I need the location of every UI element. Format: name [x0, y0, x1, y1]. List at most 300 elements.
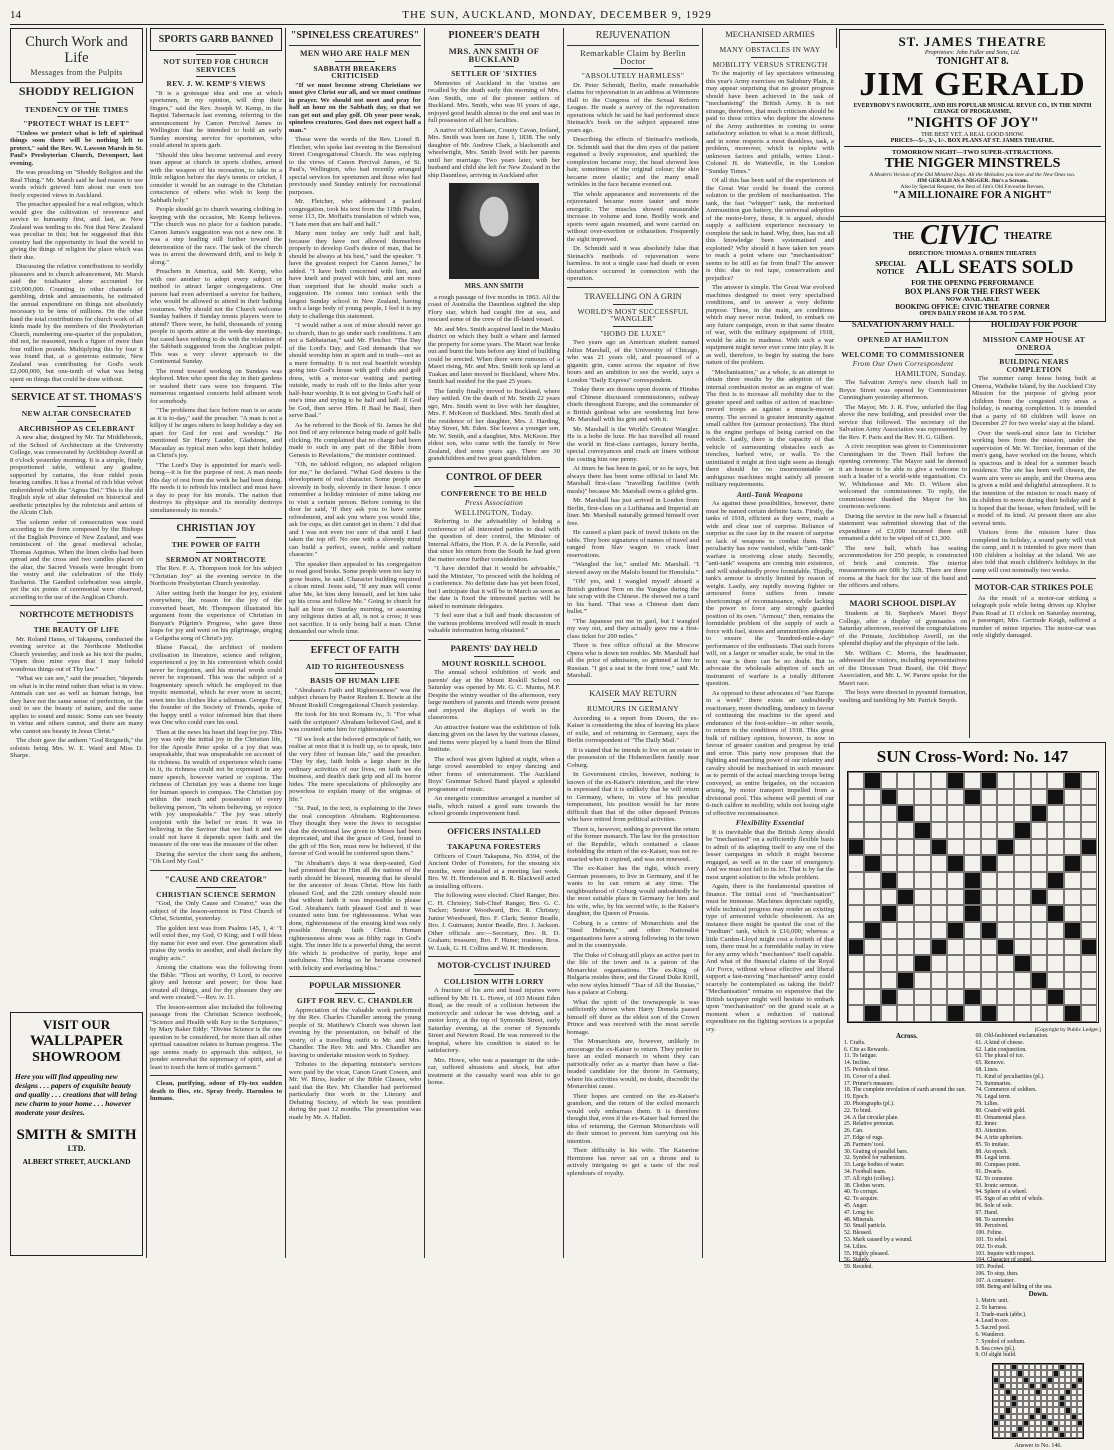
- crossword-cell: [864, 872, 881, 889]
- crossword-cell: [1014, 772, 1031, 789]
- crossword-cell: [947, 939, 964, 956]
- crossword-cell: [1031, 805, 1048, 822]
- crossword-cell: [947, 989, 964, 1006]
- paragraph: The whole appearance and movements of the rejuvenated became more tauter and more energetic. The muscles showed measurable increase in volume and tone. Bodily work and sports were again resumed, and were carried on without over-exertion or exhaustion. Frequently the sight improved.: [567, 190, 699, 243]
- crossword-cell: [1031, 772, 1048, 789]
- subhead-kemp: REV. J. W. KEMP'S VIEWS: [166, 79, 266, 88]
- crossword-cell: [1064, 922, 1081, 939]
- crossword-cell: [897, 872, 914, 889]
- column-1: [10, 28, 143, 762]
- crossword-cell: [964, 889, 981, 906]
- crossword-cell: [1047, 822, 1064, 839]
- clue: 16. Cover of a shed.: [844, 1073, 891, 1080]
- column-6: [706, 28, 834, 1258]
- clue: 100. Feline.: [975, 1230, 1004, 1237]
- paragraph: At times he has been in gaol, or so he says, but always there has been some official to land Mr. Marshall first-class "travelling facilities (with meals)" because Mr. Marshall owns a gilded grin.: [567, 465, 699, 495]
- paragraph: "In Abraham's days it was deep-seated, God had promised that in Him all the nations of the earth should be blessed, meaning that he should be the ancestor of Jesus Christ. How his faith pleased God, and the 22th century should note that without faith it was impossible to please God. Abraham's faith pleased God and it was counted unto him for righteousness. What was done, righteousness of the ensuing kind was only possible through faith Christ. Human righteousness alone was as filthy rags in God's sight. The inner life is a powerful thing, the secret life which is productive of purity, hope and usefulness. This being so he became crowned with felicity and everlasting bliss.": [289, 859, 421, 972]
- paragraph: An energetic committee arranged a number of stalls, which raised a good sum towards the school grounds improvement fund.: [428, 795, 560, 818]
- clue: 102. To exalt.: [975, 1243, 1008, 1250]
- paragraph: The school was given lighted at night, when a large crowd assembled to enjoy dancing and other forms of entertainment. The Auckland Boys' Grammar School Band played a splendid programme of music.: [428, 755, 560, 793]
- paragraph: Mrs. Howe, who was a passenger in the side-car, suffered abrasions and shock, but after treatment at the casualty ward was able to go home.: [428, 1056, 560, 1087]
- crossword-cell: [848, 889, 865, 906]
- clue: 68. Lines.: [975, 1066, 999, 1073]
- crossword-cell: [914, 772, 931, 789]
- crossword-cell: [1031, 855, 1048, 872]
- column-3: [289, 28, 421, 1258]
- crossword-cell: [1064, 855, 1081, 872]
- paragraph: A native of Killarnkare, County Cavan, Ireland, Mrs. Smith was born on June 1, 1838. The only daughter of Mr. Andrew Clark, a blacksmith and wheelwright, Mrs. Smith lived with her parents until her marriage. Two years later, with her husband and child she left for New Zealand in the ship Dauntless, arriving in Auckland after: [428, 126, 560, 179]
- column-7-left: [839, 318, 967, 738]
- crossword-cell: [981, 922, 998, 939]
- crossword-cell: [997, 939, 1014, 956]
- clue: 84. A trite aphorism.: [975, 1134, 1023, 1141]
- crossword-cell: [864, 772, 881, 789]
- headline-pioneer: PIONEER'S DEATH: [448, 30, 540, 41]
- paragraph: The boys were directed in pyramid formation, vaulting and tumbling by Mr. Patrick Smyth.: [839, 689, 967, 704]
- subhead-conference: CONFERENCE TO BE HELD: [440, 488, 548, 498]
- clue: 3. Trade-mark (abbr.).: [975, 1311, 1027, 1318]
- paragraph: A new altar, designed by Mr. Tar Middlebrook, of the School of Architecture at the University College, was consecrated by Archbishop Averill at 8 o'clock yesterday morning. It is a simple, finely proportioned table, without any gradine, supported by curtains, the four riddel posts bearing candles. It has a frontal of rich blue velvet embroidered with the "Agnus Dei." This is the old English style of altar defended on historical and aesthetic principles by the rubricists and artists of the Alcuin Club.: [10, 434, 143, 517]
- crossword-cell: [981, 772, 998, 789]
- paragraph: A civic reception was given to Commissioner Cunningham in the Town Hall before the opening ceremony. The Mayor said he deemed it an honour to be able to give a welcome to such a leader of a world-wide organisation. Cr. W. Whitehouse and Mr. D. Wilson also welcomed the commissioner. To reply, the commissioner thanked the Mayor for his courteous welcome.: [839, 443, 967, 511]
- paragraph: Discussing the relative contributions to worldly pleasures and to church advancement, Mr. Marsh said the totalisator alone accounted for £10,000,000. Counting in other channels of gambling, drink and amusements, he estimated the annual expenditure on things not absolutely necessary to be tens of millions. On the other hand the total contributions for church work of all kinds made by the members of the Presbyterian Church, numbering one-quarter of the population, did not, he reasoned, reach a figure of more than four million pounds. Multiplying this by four it was found that, at a generous estimate, New Zealand was contributing for God's work £2,000,000, but one-tenth of what was being spent on things that could be done without.: [10, 263, 143, 383]
- crossword-cell: [981, 839, 998, 856]
- subhead-suited: NOT SUITED FOR CHURCH SERVICES: [163, 57, 269, 74]
- paragraph: To the majority of lay spectators witnessing this year's Army exercises on Salisbury Plain, it may appear surprising that no greater progress should have been achieved in the task of "mechanising" the British Army. It is not strange, therefore, that much criticism should be paid to those critics who deplore the slowness of the Army authorities in coming to some satisfactory solution to what is a most difficult, and in some respects a most thankless, task, a problem, moreover, which is replete with unknown factors and pitfalls, writes Lieut.-Colonel H. de Watteville, in the London "Sunday Times.": [706, 70, 834, 175]
- clue: 106. To stop, then.: [975, 1270, 1019, 1277]
- paragraph: "What we can see," said the preacher, "depends on what is in the mind rather than what is in view. Animals can see as well as human beings, but they have not the same sense of perfection, or the soul to see the beauty of nature, and the same applies to sound and music. Some can see beauty in virtue and others cannot, and there are many who cannot see beauty in Jesus Christ.": [10, 675, 143, 735]
- paragraph: The Salvation Army's new church hall in Boyce Street was opened by Commissioner Cunningham yesterday afternoon.: [839, 379, 967, 402]
- crossword-cell: [947, 805, 964, 822]
- crossword-cell: [931, 922, 948, 939]
- crossword-cell: [914, 905, 931, 922]
- crossword-cell: [931, 822, 948, 839]
- clue: 53. Mark caused by a wound.: [844, 1236, 913, 1243]
- headline-kaiser: KAISER MAY RETURN: [589, 687, 677, 698]
- crossword-cell: [931, 955, 948, 972]
- headline-mechanised: MECHANISED ARMIES: [725, 29, 815, 39]
- clue: 48. Minerals.: [844, 1216, 875, 1223]
- crossword-cell: [981, 889, 998, 906]
- paragraph: Students at St. Stephen's Maori Boys' College, after a display of gymnastics on Saturday afternoon, received the congratulations of the Primate, Archbishop Averill, on the splendid display and the physique of the lads.: [839, 610, 967, 648]
- across-clues-continued: [976, 1033, 1102, 1291]
- crossword-cell: [848, 839, 865, 856]
- paragraph: "If we look at the beloved principle of faith, we realise at once that it is built up, so to speak, into the very fibre of human life," said the preacher. "Day by day, faith holds a large share in the ordinary activities of our lives, on faith we do business, and death's dark grip and all its horror hides. The mere speculations of philosophy are powerless to explain many of the enigmas of life.": [289, 735, 421, 803]
- crossword-cell: [1031, 872, 1048, 889]
- clue: 45. Anger.: [844, 1202, 868, 1209]
- crossword-cell: [1081, 789, 1098, 806]
- crossword-cell: [897, 855, 914, 872]
- subhead-roskill: MOUNT ROSKILL SCHOOL: [441, 658, 547, 668]
- clue: 32. Symbol for ruthenium.: [844, 1155, 906, 1162]
- paragraph: Their difficulty is his wife. The Kaiserine Hermione has never sat on a throne and is actively intriguing to get a taste of the real splendours of royalty.: [567, 1147, 699, 1177]
- clue: 22. To bind.: [844, 1107, 872, 1114]
- crossword-cell: [931, 805, 948, 822]
- crossword-cell: [914, 1005, 931, 1022]
- clue: 26. Can.: [844, 1128, 864, 1135]
- paragraph: The ex-Kaiser has the right, which every German possesses, to live in Germany, and if he wants to he can return at any time. The neighbourhood of Coburg would undoubtedly be the most suitable place in Germany for him and his wife, who, by his second wife, is the Kaiser's daughter, the Queen of Prussia.: [567, 865, 699, 918]
- paragraph: Describing the effects of Steinach's methods, Dr. Schmidt said that the dim eyes of the patient regained a lively expression, and sparkled; the complexion became rosy; the head showed less hair, sometimes of the original colour; the skin became more elastic; and the many small wrinkles in the face became evened out.: [567, 136, 699, 188]
- clue: 56. Stately.: [844, 1257, 870, 1264]
- crossword-cell: [1014, 939, 1031, 956]
- crossword-cell: [1064, 889, 1081, 906]
- paragraph: Mr. Fletcher, who addressed a packed congregation, took his text from the 119th Psalm, verse 113, Dr. Moffatt's translation of which was, "I hate men that are half and half.": [289, 198, 421, 228]
- paragraph: "I would rather a son of mine should never go to church, than to go under such conditions. I am not a Sabbatarian," said Mr. Fletcher. "The Day of the Lord's Day, and God demands that we should worship him in spirit and in truth—not as a mere formality. It is not real heartfelt worship going into God's house with golf clubs and golf dress, with a motor-car waiting and parting outside, ready to rush off to the links after your half-hour worship. It is not giving to God's half of one's time and trying to be half and half. If God be God, then serve Him. If Baal be Baal, then serve Baal.": [289, 322, 421, 419]
- paragraph: Again, there is the fundamental question of finance. The initial cost of "mechanisation" must be immense. Machines depreciate rapidly, while technical progress may render an existing type of armoured vehicle obsolescent. As an instance there might be quoted the cost of the "medium" tank, which is £16,000; whereas a little Carden-Lloyd might cost a fortieth of that sum, there must be a formidable outlay in view for any army which "mechanises" itself capable. And what of the financial claims of the Royal Air Force, without whose effective and liberal support a fast-moving "mechanised" army could scarcely be contemplated as taking the field? "Mechanisation" remains so expensive that the British taxpayer might well hesitate to embark upon "mechanisation" on the grand scale at a moment when a reduction of national expenditure on the fighting services is a popular cry.: [706, 883, 834, 1033]
- crossword-cell: [1014, 922, 1031, 939]
- clue: 60. Old-fashioned exclamation.: [975, 1033, 1049, 1039]
- crossword-cell: [881, 922, 898, 939]
- subhead-wangler: WORLD'S MOST SUCCESSFUL "WANGLER": [577, 306, 689, 324]
- clue: 15. Periods of time.: [844, 1066, 890, 1073]
- theatre-proprietors: Proprietors: John Fuller and Sons, Ltd.: [924, 50, 1021, 56]
- subhead-altar: NEW ALTAR CONSECRATED: [21, 409, 132, 419]
- ad-wallpaper: WALLPAPER: [29, 1033, 124, 1049]
- crossword-cell: [881, 939, 898, 956]
- clue: 93. Ironic sermon.: [975, 1182, 1019, 1189]
- crossword-cell: [981, 789, 998, 806]
- crossword-cell: [1047, 772, 1064, 789]
- subhead-building: BUILDING NEARS COMPLETION: [999, 357, 1069, 374]
- paragraph: As against these possibilities, however, there must be named certain definite facts. Firstly, the tanks of 1918, efficient as they were, made a wide and clear use of surprise. Reliance of surprise as the case lay in the reason of surprise or lack of weapons to combat them. This peculiarity has now vanished, while "anti-tank" warfare is receiving close study. Secondly, "anti-tank" weapons are coming into existence, and will undoubtedly prove formidable. Thirdly, tank's armour is strictly limited by reason of weight. Lastly, any rapidly moving fighter or armoured force suffers from innate shortcomings of reconnaissance, while lacking the power to force any strongly guarded position of its own. "Armour," then, remains the formidable problem of the supply of such a force with fuel, stores and ammunition adequate to ensure the "hundred-mile-a-day" performance of the enthusiasts. That such forces will, on a larger or smaller scale, be vital in the next war is there can be no doubt. But to advocate the wholesale adoption of such an instrument of warfare is a totally different question.: [706, 500, 834, 688]
- crossword-cell: [1047, 939, 1064, 956]
- subhead-hobo: "HOBO DE LUXE": [600, 328, 666, 338]
- crossword-cell: [897, 955, 914, 972]
- paragraph: "If we must become strong Christians we must give Christ our all, and we must continue in prayer. We should not meet and pray for half an hour on the Sabbath day, so that we can get out and play golf. Oh your poor weak, spineless creatures. God does not expect half a man.": [289, 81, 421, 134]
- crossword-cell: [1081, 772, 1098, 789]
- own-correspondent: From Our Own Correspondent: [852, 359, 954, 369]
- clue: 94. Sphere of a wheel.: [975, 1189, 1028, 1196]
- crossword-cell: [964, 789, 981, 806]
- headline-sports: SPORTS GARB BANNED: [158, 34, 274, 45]
- crossword-cell: [1014, 905, 1031, 922]
- column-2: [150, 28, 282, 1258]
- crossword-cell: [1077, 1432, 1083, 1438]
- crossword-cell: [964, 855, 981, 872]
- crossword-cell: [864, 972, 881, 989]
- crossword-cell: [1031, 922, 1048, 939]
- headline-maori: MAORI SCHOOL DISPLAY: [849, 597, 957, 608]
- clue: 98. To surrender.: [975, 1216, 1015, 1223]
- paragraph: Mr. and Mrs. Smith acquired land in the Mauku district on which they built a whare and farmed the property for some years. The Maori war broke out and burnt the huts before any kind of building could be erected. When there were rumours of a Maori rising, Mr. and Mrs. Smith took up land at Tuakau and later moved to Buckland, where Mrs. Smith had resided for the past 25 years.: [428, 325, 560, 385]
- column-7-right: [972, 318, 1096, 738]
- clue: 30. Grating of parallel bars.: [844, 1148, 909, 1155]
- paragraph: "Abraham's Faith and Righteousness" was the subject chosen by Pastor Reuben E. Bowie at the Mount Roskill Congregational Church yesterday.: [289, 686, 421, 709]
- crossword-cell: [1047, 1005, 1064, 1022]
- crossword-cell: [897, 772, 914, 789]
- headline-cause: "CAUSE AND CREATOR": [164, 873, 268, 884]
- subhead-basis: BASIS OF HUMAN LIFE: [310, 676, 400, 685]
- clue: 103. Inquire with respect.: [975, 1250, 1035, 1257]
- headline-salvation: SALVATION ARMY HALL: [851, 319, 955, 329]
- crossword-cell: [881, 989, 898, 1006]
- paragraph: There is, however, nothing to prevent the return of the former monarch. The law for the protection of the Republic, which contained a clause forbidding the return of the ex-Kaiser, was not re-enacted when it expired, and was not renewed.: [567, 825, 699, 863]
- section-subtitle: Messages from the Pulpits: [30, 67, 123, 77]
- paragraph: "Should this idea become universal and every man appear at church in sports clothes, armed with the weapon of his recreation, to take in a little religion before the day's tennis or cricket, I consider it would be an outrage to the Christian conscience of others who wish to keep the Sabbath holy.": [150, 151, 282, 204]
- crossword-cell: [964, 939, 981, 956]
- paragraph: What the spirit of the townspeople is was sufficiently shown when Harry Domela passed himself off there as the eldest son of the Crown Prince and was received with the most servile homage.: [567, 998, 699, 1036]
- paragraph: The answer is simple. The Great War evolved machines designed to meet very specialised conditions, and to answer a very definite purpose. These, in the main, are conditions which may never recur. Indeed, to embark on any future campaign, even in that same theatre of war, with the military equipment of 1918, would be akin to madness. With such a war equipment might never ever come into play. It is as well, therefore, to begin by stating the bare nature of the problem.: [706, 284, 834, 367]
- paragraph: "It is a grotesque idea and one at which sportsmen, in my opinion, will drop their fingers," said the Rev. Joseph W. Kemp, in the Baptist Tabernacle last evening, referring to the announcement by Canon Percival James in Wellington that he intended to hold an early Sunday morning service for sportsmen, who could attend in sports garb.: [150, 89, 282, 149]
- crossword-cell: [947, 889, 964, 906]
- crossword-cell: [1031, 789, 1048, 806]
- paragraph: Over the week-end since late in October working bees from the mission, under the supervision of Mr. W. Tercker, foreman of the men's gang, have worked on the house, which is spacious and is ideal for a summer beach residence. The site has been well chosen, the warm airs were so ample, and the Oneroa area is given a mild and delightful atmosphere. It is the intention of the mission to reach many of its children to move during their holiday and it is hoped that the house, when finished, will be a model of its kind. At present there are also several tents.: [972, 429, 1096, 527]
- crossword-cell: [881, 889, 898, 906]
- star-name: JIM GERALD: [859, 66, 1086, 103]
- crossword-cell: [997, 872, 1014, 889]
- crossword-cell: [897, 1005, 914, 1022]
- crossword-cell: [848, 972, 865, 989]
- masthead-title: THE SUN, AUCKLAND, MONDAY, DECEMBER 9, 1929: [402, 9, 712, 21]
- subhead-flexibility: Flexibility Essential: [735, 818, 805, 828]
- crossword-cell: [1014, 805, 1031, 822]
- paragraph: Appreciation of the valuable work performed by the Rev. Charles Chandler among the young people of St. Matthew's Church was shown last evening by the presentation, on behalf of the vestry, of a travelling outfit to Mr. and Mrs. Chandler. The Rev. Mr. and Mrs. Chandler are leaving to undertake mission work in Sydney.: [289, 1006, 421, 1059]
- paragraph: Today there are dozens upon dozens of Hindus and Chinese discussed commissioners, railway chiefs throughout Europe, and the commander of a British gunboat who are wondering but how Mr. Marshall with his grin and with it.: [567, 386, 699, 424]
- paragraph: "Wangled the lot," smiled Mr. Marshall. "I stowed away on the Malolo bound for Honolulu.": [567, 561, 699, 576]
- clue: 99. Perceived.: [975, 1223, 1009, 1230]
- booking-office: BOOKING OFFICE: CIVIC THEATRE CORNER: [895, 303, 1050, 311]
- minstrels-subline: A Modern Version of the Old Minstrel Days. All the Melodies you love and the New Ones too.: [869, 172, 1076, 178]
- clue: 25. Relative pronoun.: [844, 1121, 895, 1128]
- subhead-hamilton: OPENED AT HAMILTON: [857, 335, 949, 345]
- paragraph: Memories of Auckland in the 'sixties are recalled by the death early this morning of Mrs. Ann Smith, one of the pioneer settlers of Buckland. Mrs. Smith, who was 91 years of age, enjoyed good health almost to the end and was in full possession of all her faculties.: [428, 79, 560, 124]
- subhead-sabbath: SABBATH BREAKERS CRITICISED: [313, 63, 397, 80]
- clue: 61. A kind of cheese.: [975, 1039, 1025, 1046]
- crossword-cell: [848, 922, 865, 939]
- crossword-cell: [848, 939, 865, 956]
- crossword-cell: [1064, 1005, 1081, 1022]
- crossword-cell: [914, 922, 931, 939]
- paragraph: "I feel sure that a full and frank discussion of the various problems involved will result in much valuable information being obtained.": [428, 612, 560, 634]
- paragraph: Referring to the advisability of holding a conference of all interested parties to deal with the question of deer control, the Minister of Internal Affairs, the Hon. P. A. de la Perrelle, said that since his return from the South he had given the matter some further consideration.: [428, 518, 560, 563]
- clue: 1. Crafts.: [844, 1039, 866, 1046]
- headline-effect: EFFECT OF FAITH: [310, 644, 400, 656]
- crossword-cell: [848, 805, 865, 822]
- ad-address: ALBERT STREET, AUCKLAND: [22, 1157, 131, 1166]
- crossword-cell: [947, 955, 964, 972]
- crossword-cell: [1014, 989, 1031, 1006]
- crossword-cell: [1064, 939, 1081, 956]
- crossword-cell: [931, 1005, 948, 1022]
- paragraph: "I have decided that it would be advisable," said the Minister, "to proceed with the holding of a conference. No definite date has yet been fixed, but I anticipate that it will be in March as soon as the date is fixed the interested parties will be asked to nominate delegates.: [428, 565, 560, 610]
- paragraph: As he referred to the Book of St. James he did not find of any reference being made of golf balls clicking. He complained that no charge had been made to such in any part of the Bible from Genesis to Revelations," the minister continued.: [289, 421, 421, 459]
- clue: 18. The complete revolution of earth around the sun.: [844, 1087, 966, 1094]
- clue: 9. Of slight build.: [975, 1352, 1017, 1359]
- paragraph: Among the citations was the following from the Bible: "Thou art worthy, O Lord, to receive glory and honour and power; for thou hast created all things, and for thy pleasure they are and were created."—Rev. iv. 11.: [150, 964, 282, 1002]
- crossword-cell: [1014, 839, 1031, 856]
- crossword-cell: [947, 772, 964, 789]
- crossword-cell: [1014, 955, 1031, 972]
- crossword-cell: [997, 772, 1014, 789]
- crossword-cell: [947, 839, 964, 856]
- crossword-cell: [1081, 855, 1098, 872]
- clue: 47. Long for.: [844, 1209, 875, 1216]
- paragraph: The Rev. F. A. Thompson took for his subject "Christian Joy" at the evening service in the Northcote Presbyterian Church yesterday.: [150, 565, 282, 587]
- clue: 59. Resided.: [844, 1264, 873, 1271]
- box-plans: BOX PLANS FOR THE FIRST WEEK: [904, 287, 1041, 296]
- paragraph: Preachers in America, said Mr. Kemp, who with one another to adopt every subject or method to attract larger congregations. One parson had even advertised a service for bathers, who would be allowed to attend in their bathing costumes. Why should not the Church welcome Sunday bathers if Sunday tennis players were to attend? There were, he held, thousands of young people in sports attire at the week-day meetings, but cared have nothing to do with the violation of the Sabbath suggested from the Anglican pulpit. This was a very clever approach to the Continental Sunday.: [150, 268, 282, 365]
- ad-text: Here you will find appealing new designs . . . papers of exquisite beauty and quality . . . creations that will bring new charm to your home . . . however moderate your desires.: [15, 1072, 137, 1117]
- crossword-cell: [1064, 955, 1081, 972]
- crossword-cell: [1014, 889, 1031, 906]
- crossword-cell: [981, 855, 998, 872]
- crossword-cell: [864, 855, 881, 872]
- crossword-cell: [897, 972, 914, 989]
- clue: 90. Compass point.: [975, 1162, 1021, 1169]
- crossword-cell: [931, 889, 948, 906]
- clue: 28. Farmers' tool.: [844, 1141, 885, 1148]
- across-heading: Across.: [895, 1032, 918, 1040]
- minstrels-title: THE NIGGER MINSTRELS: [884, 156, 1061, 171]
- crossword-cell: [897, 822, 914, 839]
- photo-caption: MRS. ANN SMITH: [464, 282, 524, 290]
- dateline-press: Press Association: [464, 498, 524, 507]
- paragraph: As the result of a motor-car striking a telegraph pole while being driven up Khyber Pass Road at 11 o'clock on Saturday morning, a passenger, Mrs. Gertrude Keigh, suffered a number of minor injuries. The motor-car was only slightly damaged.: [972, 594, 1096, 640]
- crossword-cell: [881, 855, 898, 872]
- clue: 11. To fatigue.: [844, 1053, 878, 1060]
- subhead-beauty: THE BEAUTY OF LIFE: [33, 625, 120, 635]
- crossword-cell: [1047, 789, 1064, 806]
- headline-missioner: POPULAR MISSIONER: [309, 980, 401, 990]
- paragraph: The new hall, which has seating accommodation for 250 people, is constructed of brick and concrete. The interior measurements are 60ft by 32ft. There are three rooms at the back for the use of the band and the officers and others.: [839, 544, 967, 590]
- civic-name: CIVIC: [920, 220, 998, 251]
- crossword-cell: [864, 955, 881, 972]
- paragraph: Blaise Pascal, the architect of modern civilisation in literature, science and religion, experienced a joy in his conversion which could never be forgotten, and his mortal words could never be expressed. This was the subject of a fragmentary speech which he employed in that mystic memorial, which he ever wore in secret, sewn into his clothes like a talisman. George Fox, the founder of the Society of Friends, spoke of the happy until a voice informed him that there was One who could cure his soul.: [150, 644, 282, 726]
- crossword-cell: [914, 939, 931, 956]
- headline-strike: MOTOR-CAR STRIKES POLE: [974, 582, 1094, 593]
- across-clues: [844, 1040, 970, 1271]
- paragraph: He caused a plant pack of travel tickets on the table. They bore signatures of names of travel and ranged from Slav wagon to crack liner reservations.: [567, 529, 699, 559]
- clue: 62. Latin conjunction.: [975, 1046, 1027, 1053]
- headline-shoddy: SHODDY RELIGION: [18, 84, 135, 99]
- wallpaper-advertisement: [10, 1012, 143, 1256]
- crossword-cell: [964, 955, 981, 972]
- column-4: [428, 28, 560, 1258]
- crossword-cell: [981, 972, 998, 989]
- clue: 4. Lead in ore.: [975, 1318, 1010, 1325]
- crossword-cell: [848, 872, 865, 889]
- now-available: NOW AVAILABLE: [945, 296, 1000, 303]
- millionaire-title: "A MILLIONAIRE FOR A NIGHT": [893, 190, 1052, 201]
- crossword-cell: [897, 789, 914, 806]
- paragraph: During the service the choir sang the anthem, "Oh Lord My God.": [150, 850, 282, 865]
- clue: 73. Summaries.: [975, 1080, 1012, 1087]
- crossword-copyright: [Copyright by Public Ledger.]: [1034, 1027, 1101, 1033]
- clue: 6. Wanderer.: [975, 1332, 1005, 1339]
- subhead-power: THE POWER OF FAITH: [171, 540, 261, 549]
- paragraph: The Mayor, Mr. J. R. Fow, unfurled the flag above the new building, and presided over the service that followed. The secretary of the Salvation Army Association was represented by the Rev. F. Paris and the Rev. H. G. Gilbert.: [839, 403, 967, 441]
- paragraph: Mr. William C. Morris, the headmaster, addressed the visitors, including representatives of the Diocesan Trust Board, the Old Boys' Association, and Mr. L. W. Parore spoke for the Maori race.: [839, 649, 967, 687]
- crossword-cell: [864, 839, 881, 856]
- crossword-cell: [897, 905, 914, 922]
- clue: 34. Football team.: [844, 1168, 887, 1175]
- crossword-section: [839, 742, 1106, 1450]
- crossword-cell: [947, 1005, 964, 1022]
- paragraph: The trend toward working on Sundays was deplored. Men who spent the day in their gardens or washed their cars were too frequent. The numerous organised concerts held ailment work for somebody.: [150, 367, 282, 405]
- crossword-cell: [997, 905, 1014, 922]
- crossword-cell: [881, 805, 898, 822]
- paragraph: Mr. Marshall has just arrived in London from Berlin, first-class on a Lufthansa and Imperial air liner. Mr. Marshall naturally grinned himself over free.: [567, 497, 699, 527]
- crossword-cell: [848, 789, 865, 806]
- crossword-cell: [931, 989, 948, 1006]
- clue: 14. Incline.: [844, 1060, 871, 1067]
- crossword-cell: [881, 1005, 898, 1022]
- clue: 6. Cite as Rewards.: [844, 1046, 889, 1053]
- crossword-cell: [1064, 972, 1081, 989]
- subhead-mission: MISSION CAMP HOUSE AT ONEROA: [982, 335, 1086, 352]
- clue: 38. Clothes worn.: [844, 1182, 886, 1189]
- headline-motor: MOTOR-CYCLIST INJURED: [437, 960, 551, 971]
- crossword-cell: [1081, 905, 1098, 922]
- paragraph: Their hopes are centred on the ex-Kaiser's grandson, and the return of the exiled monarch would only embarrass them. It is therefore thought that, even if the ex-Kaiser had formed the idea of returning, the German Monarchists will do their utmost to prevent him carrying out his intention.: [567, 1092, 699, 1145]
- crossword-cell: [897, 839, 914, 856]
- clue: 50. Small particle.: [844, 1223, 887, 1230]
- paragraph: The lesson-sermon also included the following passage from the Christian Science textbook, "Science and Health with Key to the Scriptures," by Mary Baker Eddy: "Divine Science is the one question to be considered, for more than all other spiritual causation relates to human progress. The age seems ready to approach this subject, to ponder somewhat the supremacy of spirit, and at least to touch the hem of truth's garment.": [150, 1003, 282, 1071]
- crossword-cell: [997, 805, 1014, 822]
- paragraph: The solemn order of consecration was used according to the form composed by the Bishops of the English Province of New Zealand, and was reminiscent of the great medieval scholar, Thomas Aquinas. When the linen cloths had been spread and the cross and two candles placed on the altar, the Sacred Vessels were brought from the vestry and the celebration of the Holy Eucharist. The Gandled celebration was simple, yet the six points of ceremonial were observed, according to the use of the Anglican Church.: [10, 518, 143, 601]
- paragraph: "Oh, no tabloid religion, no adapted religion for me," he declared. "What God desires is the development of real character. Some people are slovenly in body, slovenly in their house. I once remember a holiday minister of mine taking me to visit a certain person. Before coming to the door he said, 'If they ask you to have some refreshment, and ask you where you would like, ask for cups, as dirt cannot get in them.' I did that and I was not even too sure of that until I had taken the top off. No one with a slovenly mind can build a perfect, sweet, noble and radiant character.": [289, 461, 421, 558]
- paragraph: Dr. Schmidt said it was absolutely false that Steinach's methods of rejuvenation were harmless. In not a single case had death or even disturbance occurred in connection with the operation.: [567, 245, 699, 282]
- crossword-cell: [931, 772, 948, 789]
- crossword-cell: [848, 772, 865, 789]
- star-subline: EVERYBODY'S FAVOURITE, AND HIS POPULAR MUSICAL REVUE CO., IN THE NINTH CHANGE OF PROGRAMME,: [853, 103, 1092, 115]
- civic-theatre-advertisement: [839, 216, 1106, 322]
- paragraph: The speaker then appealed to his congregation to read good books. Some people were too lazy to grow brains, he said. Character building required a clean mind. Jesus said, "If any man will come after Me, let him deny himself, and let him take up his cross and follow Me." Going to church for half an hour on Sunday morning, or assuming any religious duties at all, is not a cross; it was not sacrifice. It is only being half a man. Christ demanded our whole time.: [289, 560, 421, 635]
- special-notice: SPECIAL NOTICE: [875, 260, 906, 276]
- paragraph: He took for his text Romans iv., 3: "For what saith the scripture? Abraham believed God, and it was counted unto him for righteousness.": [289, 711, 421, 733]
- crossword-cell: [864, 1005, 881, 1022]
- minstrels-subline-2: JIM GERALD AS A NIGGER. Jim's a Scream.: [916, 178, 1029, 184]
- crossword-cell: [864, 939, 881, 956]
- crossword-cell: [1031, 822, 1048, 839]
- crossword-cell: [1047, 989, 1064, 1006]
- crossword-cell: [1014, 822, 1031, 839]
- paragraph: He was preaching on "Shoddy Religion and the Real Thing." Mr. Marsh said he had reason to use words which grieved him about our own too freely expected views in Auckland.: [10, 169, 143, 199]
- subhead-foresters: TAKAPUNA FORESTERS: [447, 842, 541, 852]
- crossword-cell: [964, 972, 981, 989]
- crossword-cell: [1064, 805, 1081, 822]
- crossword-cell: [848, 989, 865, 1006]
- crossword-cell: [1064, 905, 1081, 922]
- headline-parents: PARENTS' DAY HELD: [450, 642, 538, 653]
- open-daily: OPEN DAILY FROM 10 A.M. TO 5 P.M.: [919, 311, 1026, 317]
- crossword-cell: [964, 989, 981, 1006]
- subhead-collision: COLLISION WITH LORRY: [443, 976, 545, 986]
- civic-the: THE: [892, 230, 915, 242]
- also-label: Also by Special Request, the Best of Jim's Old Favourite Revues,: [900, 184, 1045, 190]
- crossword-cell: [1031, 905, 1048, 922]
- subhead-obstacles: MANY OBSTACLES IN WAY: [719, 45, 821, 55]
- crossword-cell: [864, 822, 881, 839]
- crossword-cell: [848, 1005, 865, 1022]
- ad-firm: SMITH & SMITH: [16, 1127, 137, 1143]
- clue: 5. Sacred pool.: [975, 1325, 1011, 1332]
- clue: 81. Ornamental place.: [975, 1114, 1027, 1121]
- crossword-cell: [981, 955, 998, 972]
- crossword-cell: [897, 889, 914, 906]
- crossword-cell: [947, 922, 964, 939]
- crossword-cell: [848, 955, 865, 972]
- crossword-cell: [881, 789, 898, 806]
- crossword-cell: [964, 839, 981, 856]
- paragraph: The golden text was from Psalms 145, 1, 4: "I will extol thee, my God, O King; and I will bless thy name for ever and ever. One generation shall praise thy works to another, and shall declare thy mighty acts.": [150, 924, 282, 962]
- headline-rejuvenation: REJUVENATION: [595, 30, 671, 41]
- crossword-cell: [931, 839, 948, 856]
- crossword-cell: [964, 905, 981, 922]
- crossword-cell: [1081, 872, 1098, 889]
- paragraph: The summer camp house being built at Oneroa, Waiheke Island, by the Auckland City Mission for the purpose of giving poor children from the congested city areas a holiday, is nearing completion. It is intended that a party of 60 children will leave on December 27 for two weeks' stay at the island.: [972, 375, 1096, 428]
- paragraph: "The Lord's Day is appointed for man's well-being—it is for the purpose of rest. A man needs this day of rest from the work he had been doing. He needs it to refresh his intellect and must have a day to pray for his morals. The nation that destroys its physique and its morality destroys simultaneously its morals.": [150, 461, 282, 514]
